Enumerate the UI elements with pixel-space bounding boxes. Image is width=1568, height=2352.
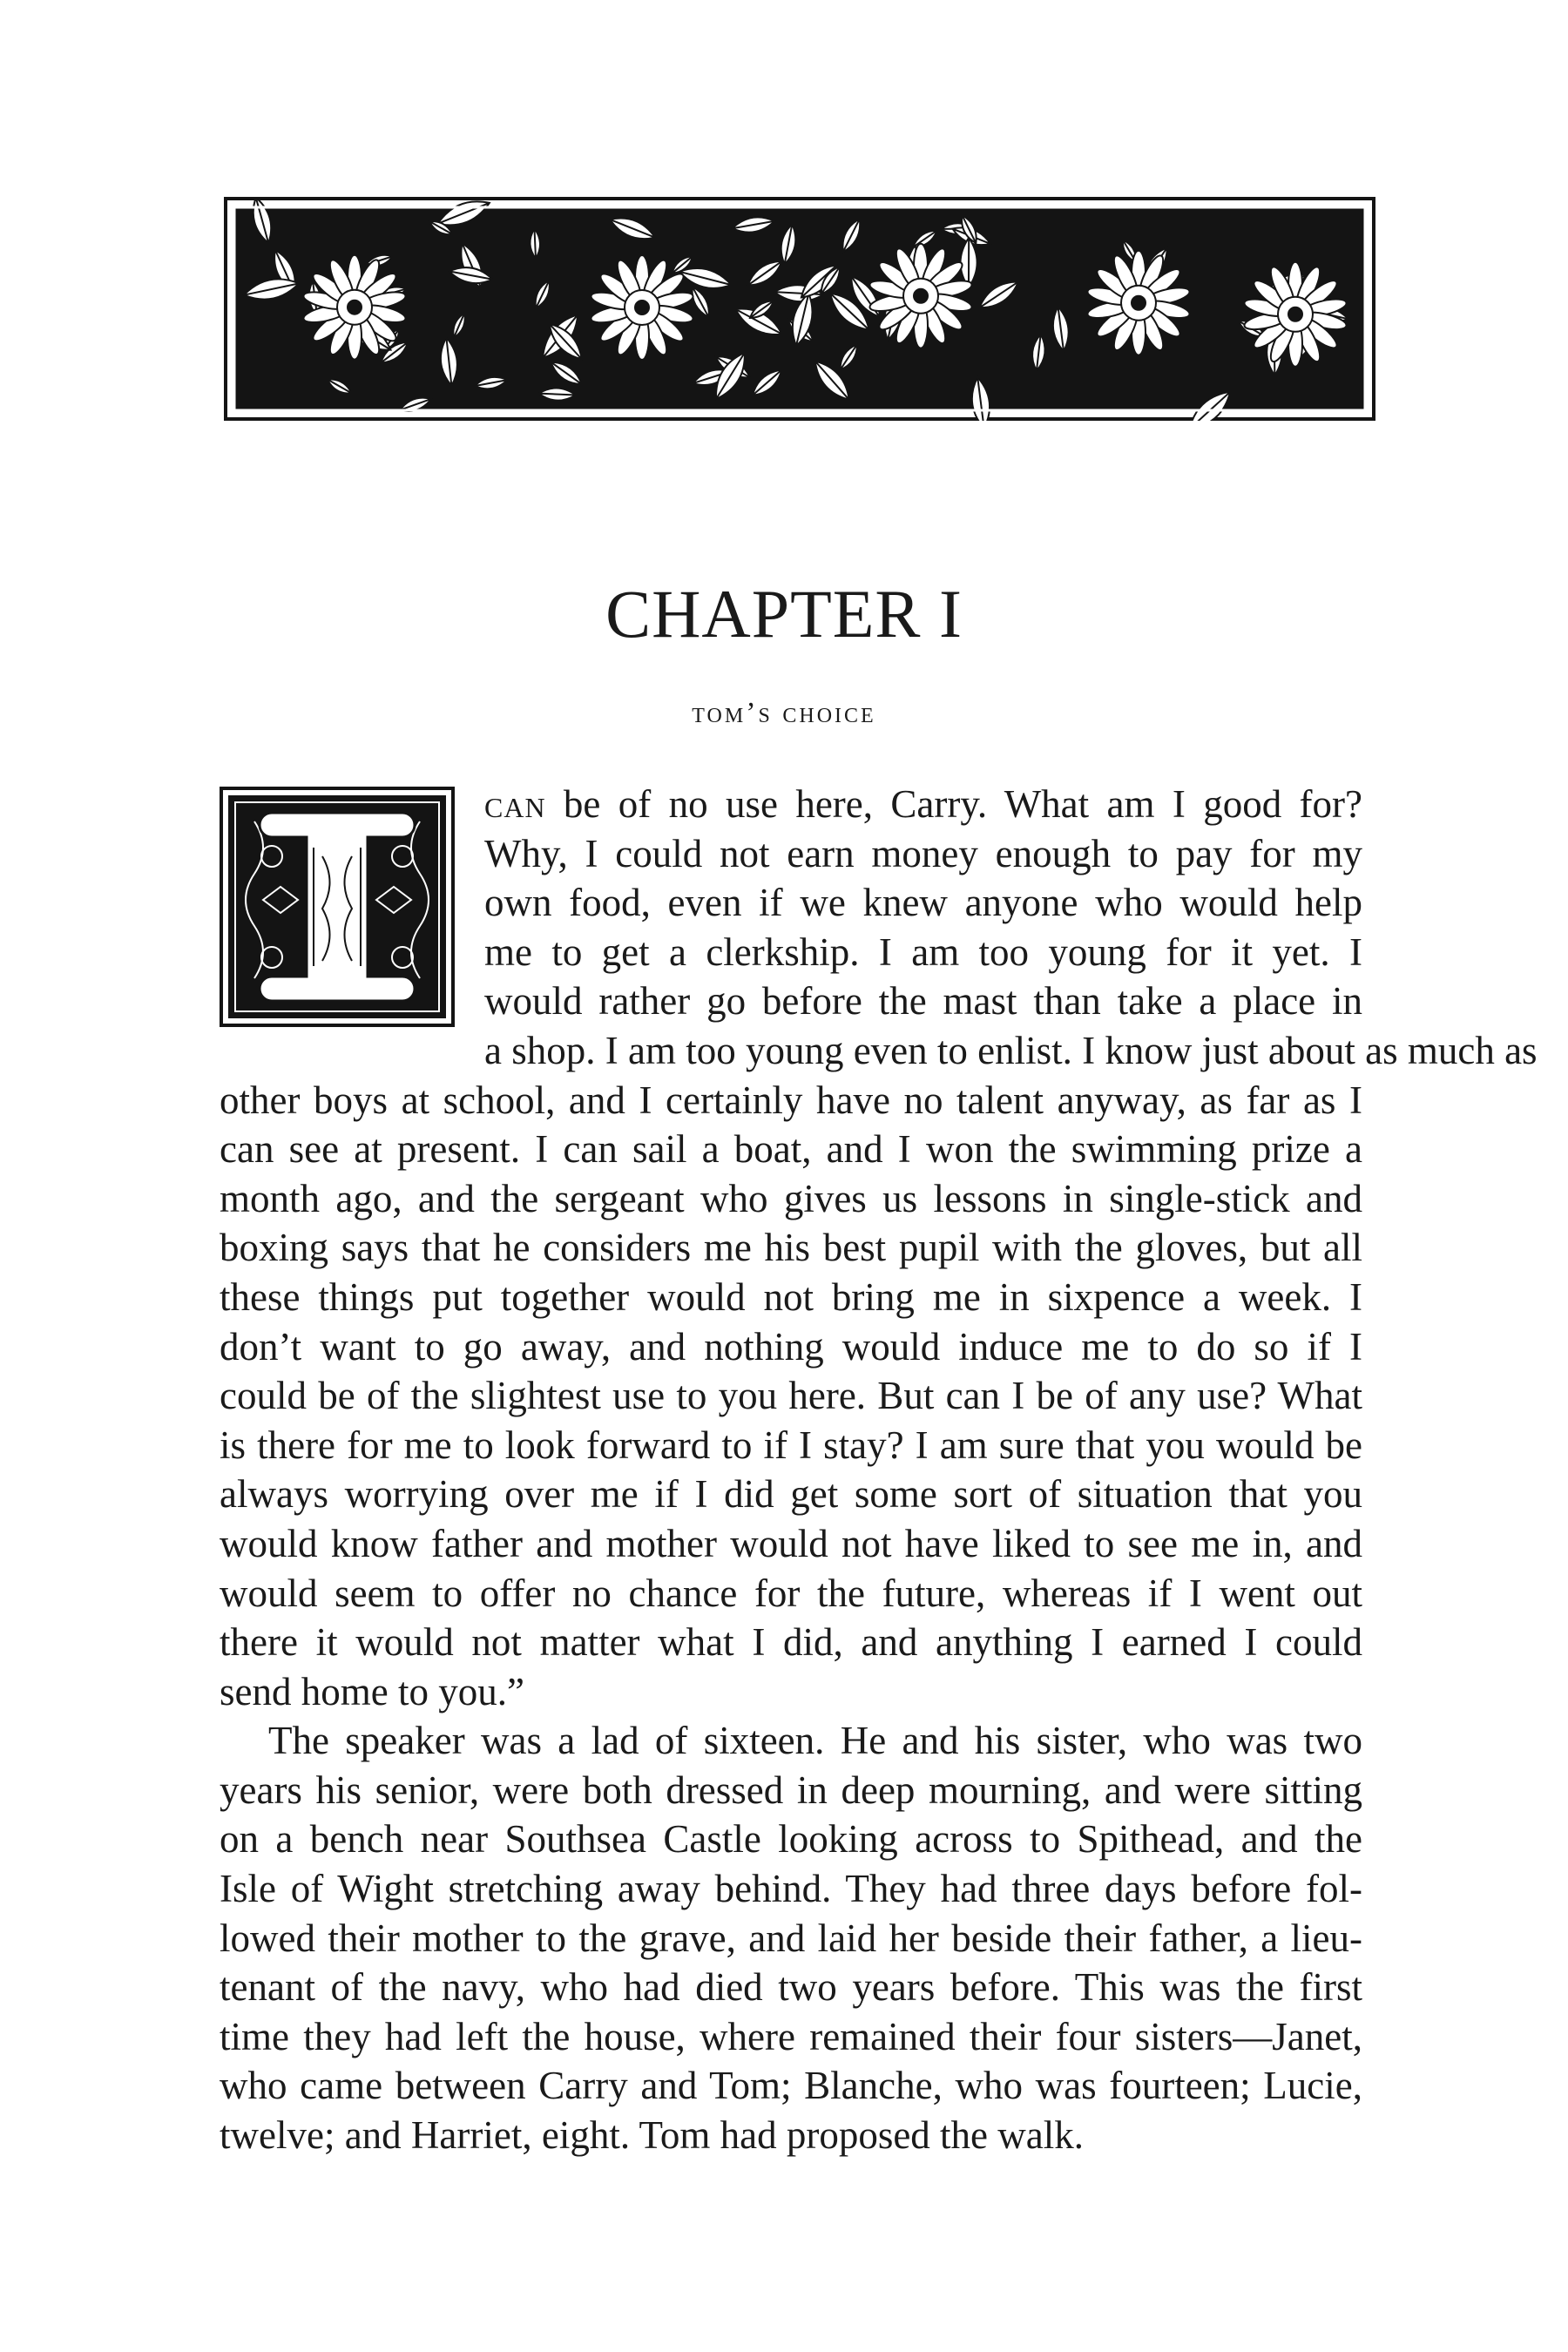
text-line: boxing says that he considers me his best pupil with the gloves, but all [220,1226,1362,1270]
text-line: lowed their mother to the grave, and laid her beside their father, a lieu- [220,1916,1362,1960]
passion-flower-banner-icon [224,197,1375,421]
text-line: on a bench near Southsea Castle looking across to Spithead, and the [220,1817,1362,1862]
chapter-title: CHAPTER I [605,576,963,652]
text-line: don’t want to go away, and nothing would induce me to do so if I [220,1324,1362,1369]
text-line: can be of no use here, Carry. What am I good for? [484,782,1362,826]
paragraph [220,1716,1362,2159]
flower-core [1132,296,1146,310]
text-line: would rather go before the mast than take a place in [484,979,1362,1024]
chapter-body [220,780,1538,2160]
text-line: time they had left the house, where remained their four sisters—Janet, [220,2014,1362,2058]
first-word-small-caps: can [484,782,546,826]
text-line: would seem to offer no chance for the future, whereas if I went out [220,1571,1362,1615]
text-line: can see at present. I can sail a boat, and I won the swimming prize a [220,1127,1362,1172]
text-line: years his senior, were both dressed in deep mourning, and were sitting [220,1767,1362,1812]
text-line: always worrying over me if I did get some sort of situation that you [220,1472,1362,1517]
text-line: could be of the slightest use to you here. But can I be of any use? What [220,1374,1362,1418]
text-line: Why, I could not earn money enough to pay for my [484,831,1362,875]
text-line: would know father and mother would not have liked to see me in, and [220,1521,1362,1565]
text-line: me to get a clerkship. I am too young for it yet. I [484,929,1362,974]
text-line: a shop. I am too young even to enlist. I know just about as much as [484,1028,1538,1072]
text-line: there it would not matter what I did, and anything I earned I could [220,1620,1362,1665]
drop-cap-initial [220,787,455,1027]
flower-core [635,301,649,314]
flower-core [1288,308,1302,321]
text-line: other boys at school, and I certainly have no talent anyway, as far as I [220,1078,1362,1122]
text-line: The speaker was a lad of sixteen. He and his sister, who was two [268,1719,1362,1763]
flower-core [914,289,928,303]
ornamental-header-banner [224,197,1375,421]
text-line: own food, even if we knew anyone who would help [484,881,1362,925]
text-line: Isle of Wight stretching away behind. They had three days before fol- [220,1867,1362,1911]
ornamental-initial-icon [220,787,455,1027]
text-line: who came between Carry and Tom; Blanche, who was fourteen; Lucie, [220,2064,1362,2108]
text-line: these things put together would not bring me in sixpence a week. I [220,1274,1362,1319]
text-line: tenant of the navy, who had died two years before. This was the first [220,1965,1362,2010]
text-line: send home to you.” [220,1669,524,1713]
text-line: is there for me to look forward to if I stay? I am sure that you would be [220,1423,1362,1467]
chapter-subtitle: tom’s choice [692,697,876,729]
flower-core [348,301,362,314]
text-line: twelve; and Harriet, eight. Tom had proposed the walk. [220,2113,1084,2158]
text-line: month ago, and the sergeant who gives us lessons in single-stick and [220,1176,1362,1220]
